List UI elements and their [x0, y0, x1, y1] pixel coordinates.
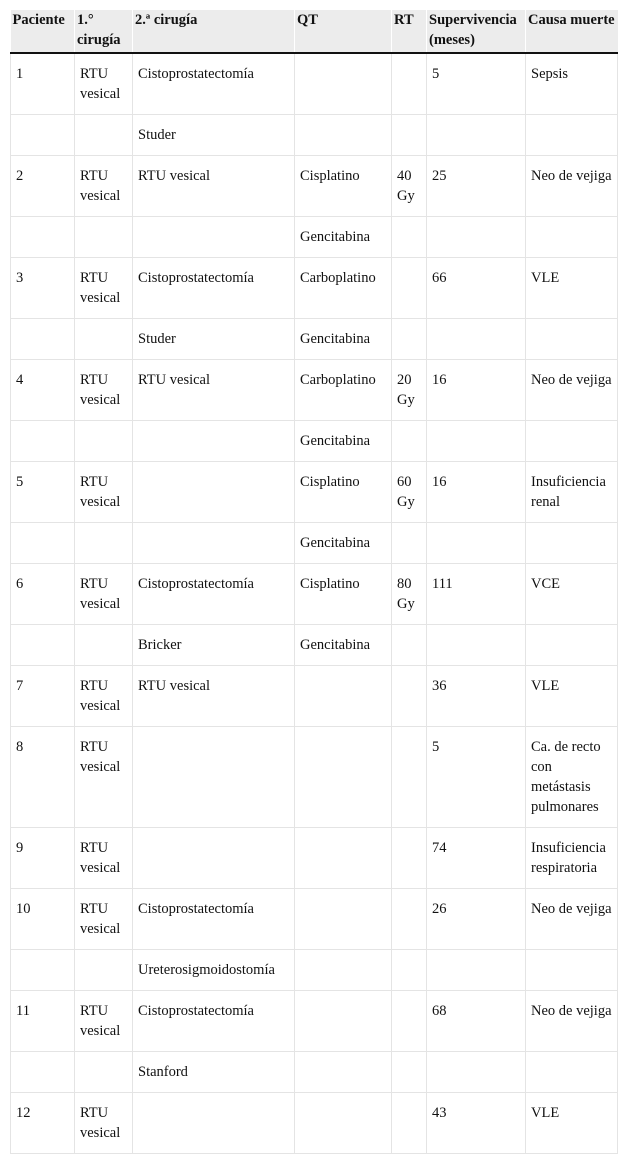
cell-paciente: 9 — [11, 828, 75, 889]
cell-paciente: 2 — [11, 156, 75, 217]
column-header-primera-cirugia: 1.° cirugía — [75, 10, 133, 53]
column-header-supervivencia: Supervivencia (meses) — [427, 10, 526, 53]
table-row — [11, 1093, 618, 1154]
cell-primera-cirugia: RTU vesical — [75, 727, 133, 828]
cell-supervivencia: 26 — [427, 889, 526, 950]
cell-rt: 40 Gy — [392, 156, 427, 217]
table-row — [11, 666, 618, 727]
cell-supervivencia: 16 — [427, 360, 526, 421]
cell-primera-cirugia: RTU vesical — [75, 889, 133, 950]
cell-supervivencia: 25 — [427, 156, 526, 217]
cell-rt — [392, 258, 427, 319]
cell-supervivencia — [427, 115, 526, 156]
cell-paciente: 7 — [11, 666, 75, 727]
cell-supervivencia: 66 — [427, 258, 526, 319]
cell-rt — [392, 828, 427, 889]
cell-primera-cirugia: RTU vesical — [75, 1093, 133, 1154]
cell-qt — [295, 727, 392, 828]
cell-segunda-cirugia: Studer — [133, 115, 295, 156]
cell-causa-muerte: Neo de vejiga — [526, 889, 618, 950]
cell-qt — [295, 1093, 392, 1154]
cell-primera-cirugia: RTU vesical — [75, 564, 133, 625]
cell-qt: Cisplatino — [295, 462, 392, 523]
cell-segunda-cirugia: Cistoprostatectomía — [133, 258, 295, 319]
cell-segunda-cirugia: RTU vesical — [133, 666, 295, 727]
table-row — [11, 828, 618, 889]
cell-supervivencia: 43 — [427, 1093, 526, 1154]
cell-paciente: 1 — [11, 53, 75, 115]
column-header-segunda-cirugia: 2.ª cirugía — [133, 10, 295, 53]
cell-rt — [392, 523, 427, 564]
cell-paciente: 11 — [11, 991, 75, 1052]
cell-causa-muerte — [526, 217, 618, 258]
cell-causa-muerte — [526, 319, 618, 360]
cell-primera-cirugia — [75, 625, 133, 666]
cell-supervivencia — [427, 523, 526, 564]
cell-supervivencia — [427, 421, 526, 462]
cell-supervivencia — [427, 625, 526, 666]
table-header — [11, 10, 618, 53]
cell-segunda-cirugia — [133, 523, 295, 564]
cell-rt — [392, 666, 427, 727]
table-row — [11, 889, 618, 950]
table-row — [11, 1052, 618, 1093]
cell-primera-cirugia: RTU vesical — [75, 360, 133, 421]
cell-segunda-cirugia — [133, 217, 295, 258]
cell-qt — [295, 1052, 392, 1093]
cell-paciente — [11, 625, 75, 666]
cell-segunda-cirugia: Stanford — [133, 1052, 295, 1093]
cell-segunda-cirugia — [133, 727, 295, 828]
cell-segunda-cirugia: Cistoprostatectomía — [133, 564, 295, 625]
cell-rt — [392, 727, 427, 828]
cell-segunda-cirugia: Studer — [133, 319, 295, 360]
cell-causa-muerte: Neo de vejiga — [526, 360, 618, 421]
cell-supervivencia: 5 — [427, 53, 526, 115]
column-header-rt: RT — [392, 10, 427, 53]
cell-segunda-cirugia — [133, 462, 295, 523]
cell-primera-cirugia: RTU vesical — [75, 156, 133, 217]
cell-paciente — [11, 115, 75, 156]
cell-segunda-cirugia: RTU vesical — [133, 156, 295, 217]
cell-causa-muerte: Sepsis — [526, 53, 618, 115]
cell-segunda-cirugia: RTU vesical — [133, 360, 295, 421]
cell-primera-cirugia: RTU vesical — [75, 258, 133, 319]
cell-qt: Gencitabina — [295, 523, 392, 564]
cell-qt: Carboplatino — [295, 360, 392, 421]
cell-primera-cirugia — [75, 421, 133, 462]
cell-paciente — [11, 421, 75, 462]
cell-segunda-cirugia — [133, 421, 295, 462]
patient-table — [10, 10, 618, 1154]
cell-segunda-cirugia: Ureterosigmoidostomía — [133, 950, 295, 991]
cell-primera-cirugia: RTU vesical — [75, 462, 133, 523]
column-header-paciente: Paciente — [11, 10, 75, 53]
cell-causa-muerte: VLE — [526, 1093, 618, 1154]
cell-supervivencia: 36 — [427, 666, 526, 727]
cell-paciente: 8 — [11, 727, 75, 828]
cell-qt: Gencitabina — [295, 319, 392, 360]
cell-rt — [392, 319, 427, 360]
cell-supervivencia: 111 — [427, 564, 526, 625]
cell-paciente: 4 — [11, 360, 75, 421]
cell-segunda-cirugia: Cistoprostatectomía — [133, 991, 295, 1052]
cell-causa-muerte: Neo de vejiga — [526, 156, 618, 217]
cell-primera-cirugia — [75, 217, 133, 258]
cell-primera-cirugia — [75, 115, 133, 156]
cell-rt — [392, 991, 427, 1052]
cell-causa-muerte: VLE — [526, 666, 618, 727]
cell-rt: 80 Gy — [392, 564, 427, 625]
cell-causa-muerte — [526, 421, 618, 462]
table-row — [11, 156, 618, 217]
cell-segunda-cirugia — [133, 1093, 295, 1154]
cell-rt — [392, 1093, 427, 1154]
cell-primera-cirugia: RTU vesical — [75, 666, 133, 727]
cell-primera-cirugia: RTU vesical — [75, 828, 133, 889]
cell-paciente: 12 — [11, 1093, 75, 1154]
cell-paciente: 3 — [11, 258, 75, 319]
cell-qt: Cisplatino — [295, 564, 392, 625]
cell-paciente — [11, 217, 75, 258]
header-row — [11, 10, 618, 53]
cell-rt — [392, 625, 427, 666]
table-body — [11, 53, 618, 1154]
cell-rt — [392, 889, 427, 950]
cell-segunda-cirugia: Cistoprostatectomía — [133, 53, 295, 115]
cell-segunda-cirugia — [133, 828, 295, 889]
cell-paciente: 10 — [11, 889, 75, 950]
cell-qt — [295, 991, 392, 1052]
cell-causa-muerte: Insuficiencia renal — [526, 462, 618, 523]
cell-paciente — [11, 1052, 75, 1093]
table-row — [11, 217, 618, 258]
cell-paciente — [11, 523, 75, 564]
cell-rt — [392, 115, 427, 156]
cell-qt: Cisplatino — [295, 156, 392, 217]
cell-causa-muerte: Neo de vejiga — [526, 991, 618, 1052]
table-row — [11, 625, 618, 666]
cell-primera-cirugia — [75, 1052, 133, 1093]
table-row — [11, 53, 618, 115]
table-row — [11, 564, 618, 625]
table-row — [11, 991, 618, 1052]
cell-causa-muerte: VLE — [526, 258, 618, 319]
cell-causa-muerte: Insuficiencia respiratoria — [526, 828, 618, 889]
cell-supervivencia: 5 — [427, 727, 526, 828]
cell-supervivencia — [427, 217, 526, 258]
cell-qt: Gencitabina — [295, 217, 392, 258]
cell-supervivencia: 16 — [427, 462, 526, 523]
cell-qt — [295, 115, 392, 156]
cell-causa-muerte — [526, 115, 618, 156]
cell-primera-cirugia: RTU vesical — [75, 991, 133, 1052]
table-row — [11, 523, 618, 564]
cell-rt — [392, 1052, 427, 1093]
table-row — [11, 258, 618, 319]
cell-qt: Gencitabina — [295, 421, 392, 462]
table-row — [11, 115, 618, 156]
cell-qt — [295, 828, 392, 889]
cell-supervivencia: 74 — [427, 828, 526, 889]
cell-rt — [392, 217, 427, 258]
cell-qt — [295, 53, 392, 115]
cell-primera-cirugia: RTU vesical — [75, 53, 133, 115]
cell-qt — [295, 666, 392, 727]
table-row — [11, 421, 618, 462]
table-row — [11, 319, 618, 360]
patient-table-container — [10, 10, 617, 1154]
cell-causa-muerte — [526, 523, 618, 564]
cell-qt — [295, 889, 392, 950]
cell-causa-muerte: Ca. de recto con metástasis pulmonares — [526, 727, 618, 828]
cell-causa-muerte — [526, 1052, 618, 1093]
cell-qt: Gencitabina — [295, 625, 392, 666]
cell-supervivencia — [427, 319, 526, 360]
cell-causa-muerte: VCE — [526, 564, 618, 625]
cell-rt — [392, 53, 427, 115]
cell-segunda-cirugia: Cistoprostatectomía — [133, 889, 295, 950]
cell-paciente: 6 — [11, 564, 75, 625]
table-row — [11, 462, 618, 523]
cell-primera-cirugia — [75, 523, 133, 564]
column-header-qt: QT — [295, 10, 392, 53]
table-row — [11, 727, 618, 828]
cell-rt: 20 Gy — [392, 360, 427, 421]
cell-segunda-cirugia: Bricker — [133, 625, 295, 666]
column-header-causa-muerte: Causa muerte — [526, 10, 618, 53]
cell-qt: Carboplatino — [295, 258, 392, 319]
cell-primera-cirugia — [75, 319, 133, 360]
cell-rt: 60 Gy — [392, 462, 427, 523]
table-row — [11, 360, 618, 421]
cell-rt — [392, 421, 427, 462]
cell-causa-muerte — [526, 625, 618, 666]
cell-paciente — [11, 319, 75, 360]
cell-paciente: 5 — [11, 462, 75, 523]
cell-supervivencia: 68 — [427, 991, 526, 1052]
cell-supervivencia — [427, 1052, 526, 1093]
